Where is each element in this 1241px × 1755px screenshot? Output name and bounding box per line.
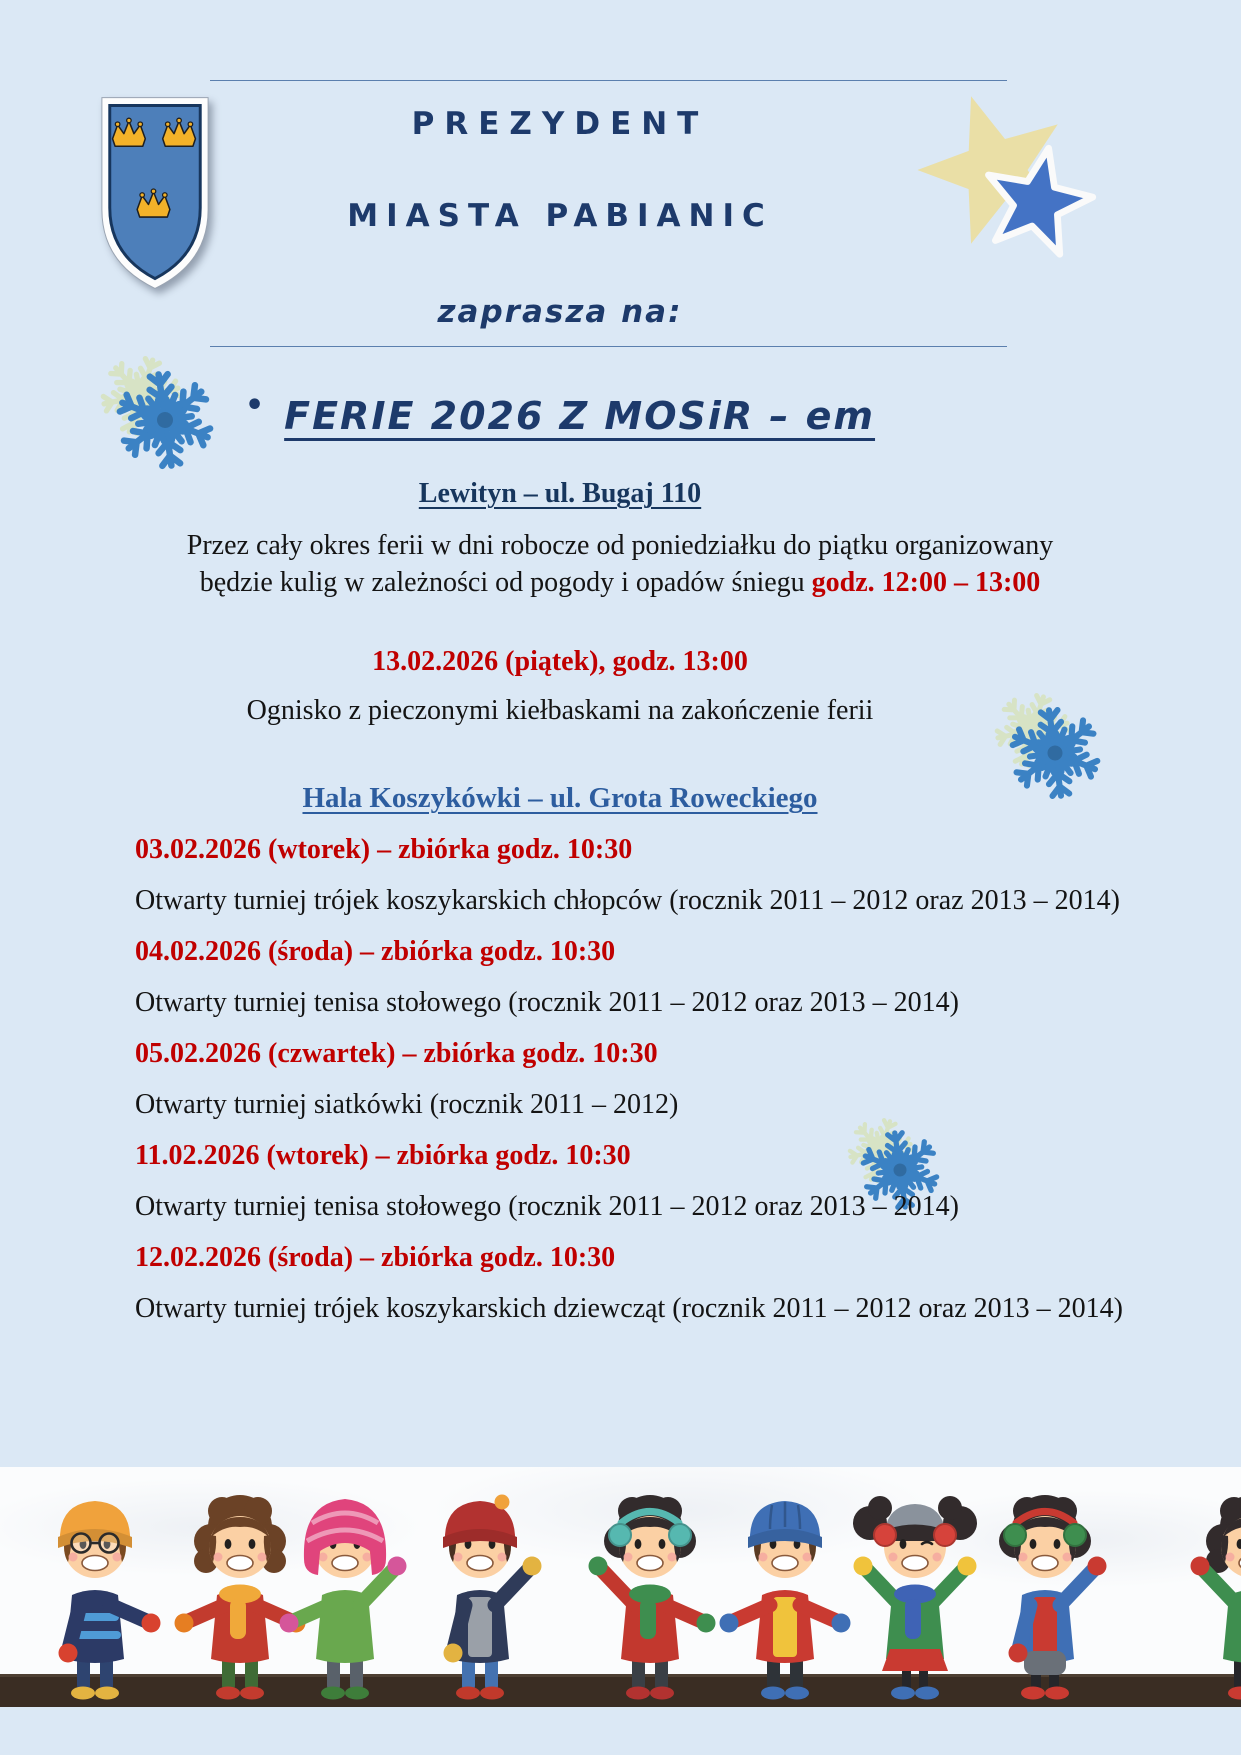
- schedule-date: 11.02.2026 (wtorek) – zbiórka godz. 10:30: [135, 1140, 631, 1171]
- child-figure-girl-red-earmuffs-blue-jacket: [970, 1473, 1120, 1703]
- venue1-description-line2: będzie kulig w zależności od pogody i opadów śniegu: [199, 567, 812, 598]
- child-figure-boy-orange-beanie-glasses: [20, 1473, 170, 1703]
- venue1-description: [115, 527, 1125, 601]
- schedule-date: 12.02.2026 (środa) – zbiórka godz. 10:30: [135, 1242, 616, 1273]
- child-figure-boy-red-beanie-navy-sweater: [405, 1473, 555, 1703]
- schedule-date: 03.02.2026 (wtorek) – zbiórka godz. 10:30: [135, 834, 633, 865]
- event-title: FERIE 2026 Z MOSiR – em: [284, 394, 876, 438]
- middle-divider-line: [210, 346, 1007, 347]
- schedule-date: 04.02.2026 (środa) – zbiórka godz. 10:30: [135, 936, 616, 967]
- invitation-subtitle: zaprasza na:: [437, 294, 683, 330]
- venue2-heading: Hala Koszykówki – ul. Grota Roweckiego: [302, 782, 818, 814]
- top-divider-line: [210, 80, 1007, 81]
- venue1-heading: Lewityn – ul. Bugaj 110: [418, 478, 702, 509]
- child-figure-boy-blue-knit-hat-red-coat: [710, 1473, 860, 1703]
- bonfire-date: 13.02.2026 (piątek), godz. 13:00: [372, 646, 748, 677]
- schedule-description: Otwarty turniej tenisa stołowego (rocznik 2011 – 2012 oraz 2013 – 2014): [135, 1191, 960, 1222]
- schedule-description: Otwarty turniej trójek koszykarskich dziewcząt (rocznik 2011 – 2012 oraz 2013 – 2014): [135, 1293, 1123, 1324]
- event-title-row: [115, 388, 1005, 438]
- bonfire-description: Ognisko z pieczonymi kiełbaskami na zakończenie ferii: [246, 695, 874, 726]
- schedule-description: Otwarty turniej siatkówki (rocznik 2011 – 2012): [135, 1089, 679, 1120]
- schedule-date: 05.02.2026 (czwartek) – zbiórka godz. 10:30: [135, 1038, 658, 1069]
- child-figure-girl-pigtails-gray-hat-red-earmuffs: [840, 1473, 990, 1703]
- bullet-icon: •: [244, 388, 267, 423]
- child-figure-girl-teal-earmuffs-red-coat: [575, 1473, 725, 1703]
- venue1-description-time: godz. 12:00 – 13:00: [811, 567, 1041, 598]
- page-title-line2: MIASTA PABIANIC: [347, 198, 773, 234]
- venue1-description-line1: Przez cały okres ferii w dni robocze od poniedziałku do piątku organizowany: [186, 530, 1054, 561]
- children-illustration: [0, 1467, 1241, 1707]
- page-title-line1: PREZYDENT: [411, 106, 709, 142]
- child-figure-girl-pink-hood-green-coat: [270, 1473, 420, 1703]
- child-figure-child-partially-cropped: [1177, 1473, 1241, 1703]
- schedule-description: Otwarty turniej tenisa stołowego (rocznik 2011 – 2012 oraz 2013 – 2014): [135, 987, 960, 1018]
- schedule-list: [135, 824, 1125, 1334]
- schedule-description: Otwarty turniej trójek koszykarskich chłopców (rocznik 2011 – 2012 oraz 2013 – 2014): [135, 885, 1120, 916]
